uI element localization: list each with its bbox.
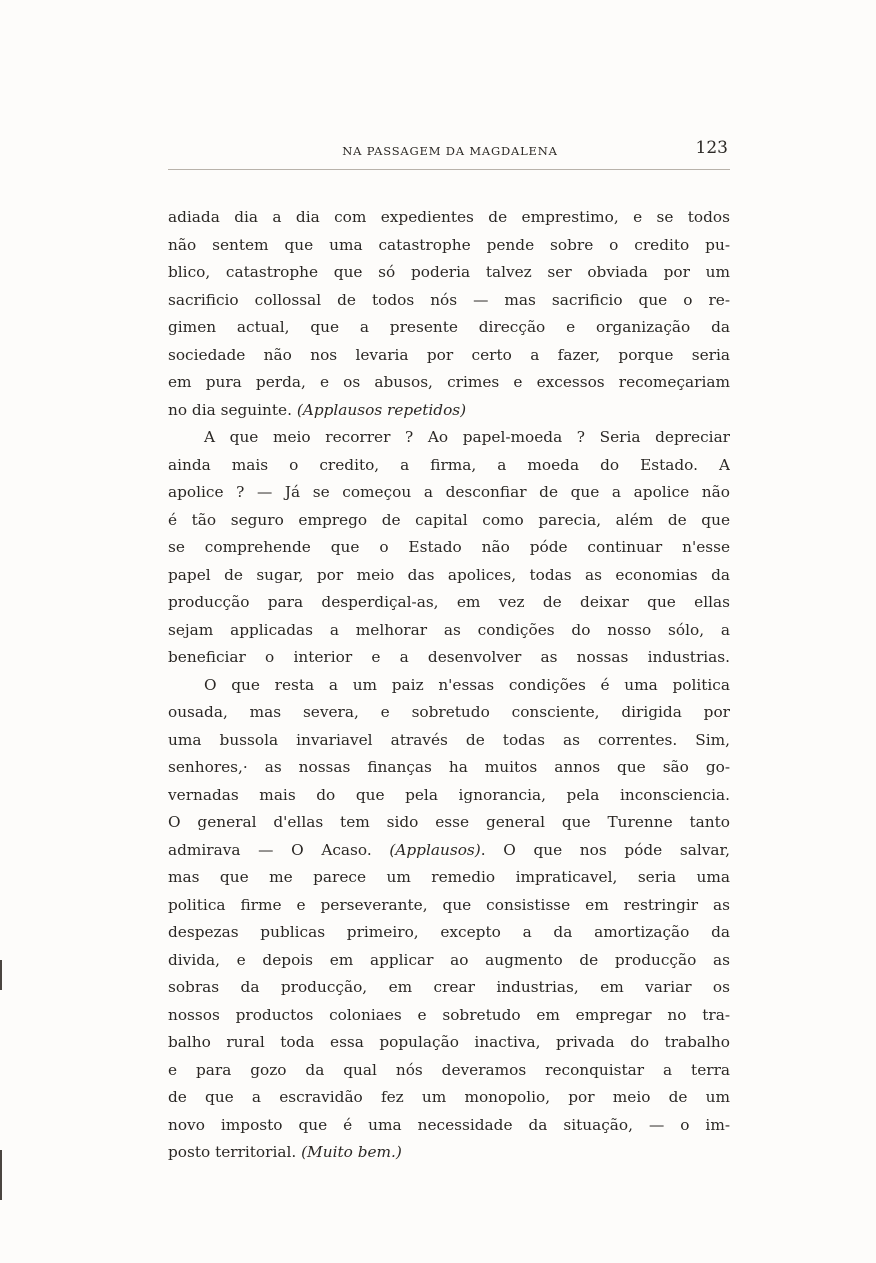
text-line: adiada dia a dia com expedientes de emprestimo, e se todos: [168, 208, 730, 226]
applause-note: (Muito bem.): [301, 1143, 402, 1161]
scan-edge-mark: [0, 1150, 2, 1200]
text-line: [168, 1139, 730, 1167]
text-run: . O que nos póde salvar,: [480, 840, 730, 859]
text-line: se comprehende que o Estado não póde continuar n'esse: [168, 538, 730, 556]
text-line: [168, 837, 730, 865]
text-line: sacrificio collossal de todos nós — mas sacrificio que o re-: [168, 290, 730, 309]
applause-note: (Applausos repetidos): [296, 400, 467, 419]
text-line: balho rural toda essa população inactiva, privada do trabalho: [168, 1033, 730, 1051]
text-line: [168, 397, 730, 425]
running-head: [168, 138, 732, 164]
text-line: senhores,· as nossas finanças ha muitos annos que são go-: [168, 758, 730, 776]
text-run: no dia seguinte.: [168, 400, 297, 419]
text-line: despezas publicas primeiro, excepto a da amortização da: [168, 923, 730, 941]
text-line: e para gozo da qual nós deveramos reconquistar a terra: [168, 1060, 730, 1079]
text-line: producção para desperdiçal-as, em vez de deixar que ellas: [168, 593, 730, 611]
text-line: mas que me parece um remedio impraticavel, seria uma: [168, 868, 730, 886]
text-line: sejam applicadas a melhorar as condições do nosso sólo, a: [168, 620, 730, 639]
text-line: beneficiar o interior e a desenvolver as nossas industrias.: [168, 648, 730, 666]
text-line: blico, catastrophe que só poderia talvez ser obviada por um: [168, 263, 730, 281]
text-line: nossos productos coloniaes e sobretudo em empregar no tra-: [168, 1005, 730, 1024]
text-line: ainda mais o credito, a firma, a moeda do Estado. A: [168, 455, 730, 474]
text-line: é tão seguro emprego de capital como parecia, além de que: [168, 510, 730, 529]
text-line: sobras da producção, em crear industrias, em variar os: [168, 978, 730, 996]
text-line: politica firme e perseverante, que consistisse em restringir as: [168, 895, 730, 914]
text-line: apolice ? — Já se começou a desconfiar de que a apolice não: [168, 483, 730, 501]
text-line: de que a escravidão fez um monopolio, por meio de um: [168, 1088, 730, 1106]
text-line: em pura perda, e os abusos, crimes e excessos recomeçariam: [168, 373, 730, 391]
text-line: O que resta a um paiz n'essas condições é uma politica: [204, 675, 730, 694]
text-line: A que meio recorrer ? Ao papel-moeda ? Seria depreciar: [204, 428, 730, 446]
text-line: divida, e depois em applicar ao augmento de producção as: [168, 950, 730, 969]
scan-edge-mark: [0, 960, 2, 990]
page-number: 123: [695, 138, 728, 158]
applause-note: (Applausos): [389, 840, 481, 859]
text-line: ousada, mas severa, e sobretudo consciente, dirigida por: [168, 703, 730, 721]
header-rule: [168, 169, 730, 170]
text-line: gimen actual, que a presente direcção e organização da: [168, 318, 730, 336]
text-line: O general d'ellas tem sido esse general que Turenne tanto: [168, 813, 730, 831]
text-line: papel de sugar, por meio das apolices, todas as economias da: [168, 565, 730, 584]
text-line: não sentem que uma catastrophe pende sobre o credito pu-: [168, 235, 730, 254]
text-line: sociedade não nos levaria por certo a fazer, porque seria: [168, 345, 730, 364]
body-text: [168, 204, 730, 1167]
text-line: uma bussola invariavel através de todas as correntes. Sim,: [168, 730, 730, 749]
text-run: posto territorial.: [168, 1143, 302, 1161]
text-line: novo imposto que é uma necessidade da situação, — o im-: [168, 1115, 730, 1134]
text-run: admirava — O Acaso.: [168, 840, 390, 859]
running-title: NA PASSAGEM DA MAGDALENA: [342, 144, 558, 158]
text-line: vernadas mais do que pela ignorancia, pela inconsciencia.: [168, 785, 730, 804]
